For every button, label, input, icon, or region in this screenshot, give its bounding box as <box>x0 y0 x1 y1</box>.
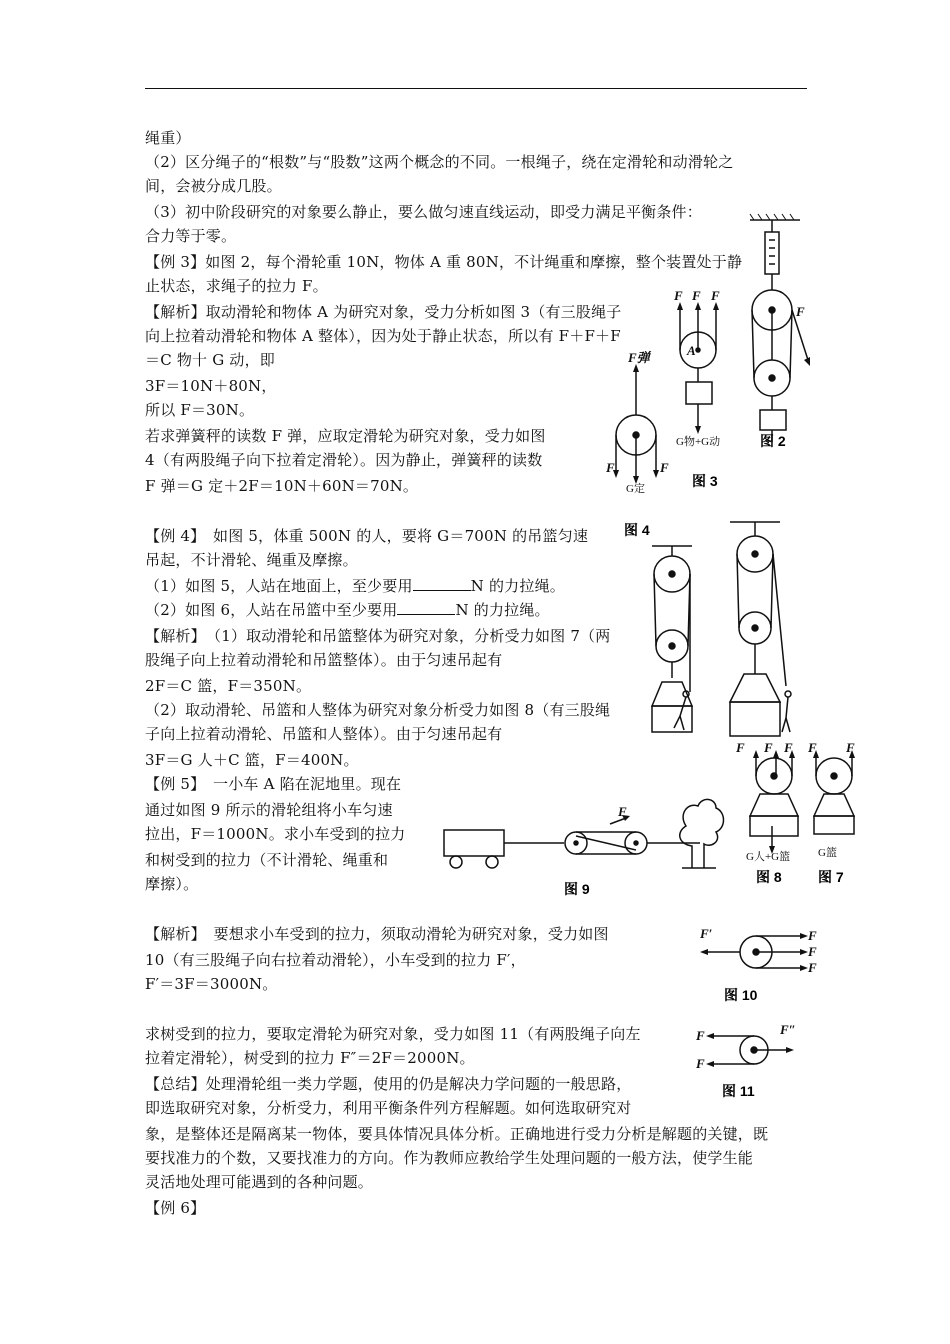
text-line: 所以 F＝30N。 <box>145 401 255 419</box>
text-line: 绳重） <box>145 129 191 147</box>
text-line: 【总结】处理滑轮组一类力学题，使用的仍是解决力学问题的一般思路， <box>145 1075 632 1093</box>
figure-caption: 图 8 <box>756 869 782 885</box>
figure-caption: 图 3 <box>692 473 718 489</box>
answer-blank <box>397 600 455 615</box>
text-line: 4（有两股绳子向下拉着定滑轮）。因为静止，弹簧秤的读数 <box>145 451 543 469</box>
force-label: F <box>796 304 805 319</box>
text-line: 求树受到的拉力，要取定滑轮为研究对象，受力如图 11（有两股绳子向左 <box>145 1025 641 1043</box>
pulley-figure-10 <box>696 922 826 1006</box>
text-line: 和树受到的拉力（不计滑轮、绳重和 <box>145 851 389 869</box>
text-line: 吊起，不计滑轮、绳重及摩擦。 <box>145 551 358 569</box>
force-label: F′ <box>700 926 713 941</box>
text-line: 3F＝G 人＋C 篮，F＝400N。 <box>145 751 359 769</box>
force-label: F <box>808 928 817 943</box>
text-line: 3F＝10N＋80N， <box>145 377 277 395</box>
force-label: F <box>692 288 701 303</box>
figure-caption: 图 2 <box>760 433 786 449</box>
text-line: （3）初中阶段研究的对象要么静止，要么做匀速直线运动，即受力满足平衡条件： <box>145 203 702 221</box>
force-label: F <box>606 460 615 475</box>
figure-caption: 图 10 <box>724 987 758 1003</box>
text-line: 拉着定滑轮），树受到的拉力 F″＝2F＝2000N。 <box>145 1049 475 1067</box>
figure-caption: 图 4 <box>624 522 650 538</box>
force-label: F <box>674 288 683 303</box>
figure-caption: 图 11 <box>722 1083 755 1099</box>
text-line: 10（有三股绳子向右拉着动滑轮），小车受到的拉力 F′， <box>145 951 526 969</box>
text-line: 通过如图 9 所示的滑轮组将小车匀速 <box>145 801 393 819</box>
force-label: F <box>736 740 745 755</box>
figure-caption: 图 9 <box>564 881 590 897</box>
text-line: 子向上拉着动滑轮、吊篮和人整体）。由于匀速吊起有 <box>145 725 503 743</box>
text-line: 向上拉着动滑轮和物体 A 整体），因为处于静止状态，所以有 F＋F＋F <box>145 327 621 345</box>
force-label: F <box>618 804 627 819</box>
text-line: 2F＝C 篮，F＝350N。 <box>145 677 312 695</box>
weight-label: G人+G篮 <box>746 851 791 863</box>
force-label: F <box>808 944 817 959</box>
pulley-figures-2-3-4 <box>600 210 830 540</box>
figure-caption: 图 7 <box>818 869 844 885</box>
weight-label: G定 <box>626 483 645 495</box>
text-line: 【例 6】 <box>145 1199 206 1217</box>
force-label: F <box>764 740 773 755</box>
pulley-figure-9 <box>430 788 730 900</box>
text-line: 【例 5】 一小车 A 陷在泥地里。现在 <box>145 775 402 793</box>
text-line: 象，是整体还是隔离某一物体，要具体情况具体分析。正确地进行受力分析是解题的关键，既 <box>145 1125 769 1143</box>
text-line: 【例 3】如图 2，每个滑轮重 10N，物体 A 重 80N，不计绳重和摩擦，整个装置处于静 <box>145 253 743 271</box>
weight-label: G篮 <box>818 847 837 859</box>
text-line: 股绳子向上拉着动滑轮和吊篮整体）。由于匀速吊起有 <box>145 651 503 669</box>
text-line: F′＝3F＝3000N。 <box>145 975 278 993</box>
text-line: 【例 4】 如图 5，体重 500N 的人，要将 G＝700N 的吊篮匀速 <box>145 527 589 545</box>
object-label: A <box>687 343 696 358</box>
force-label: F <box>808 960 817 975</box>
text-line: 灵活地处理可能遇到的各种问题。 <box>145 1173 374 1191</box>
force-label: F <box>711 288 720 303</box>
text-line: （2）区分绳子的“根数”与“股数”这两个概念的不同。一根绳子，绕在定滑轮和动滑轮之 <box>145 153 734 171</box>
force-label: F <box>696 1056 705 1071</box>
force-label: F <box>846 740 855 755</box>
text-line: 间，会被分成几股。 <box>145 177 282 195</box>
question-line: （2）如图 6，人站在吊篮中至少要用 N 的力拉绳。 <box>145 601 550 619</box>
text-line: 即选取研究对象，分析受力，利用平衡条件列方程解题。如何选取研究对 <box>145 1099 632 1117</box>
force-label: F <box>808 740 817 755</box>
force-label: F″ <box>780 1022 796 1037</box>
weight-label: G物+G动 <box>676 436 721 448</box>
text-line: 合力等于零。 <box>145 227 237 245</box>
force-label: F弹 <box>628 350 650 365</box>
text-line: 【解析】 要想求小车受到的拉力，须取动滑轮为研究对象，受力如图 <box>145 925 609 943</box>
force-label: F <box>784 740 793 755</box>
text-line: 【解析】 （1）取动滑轮和吊篮整体为研究对象，分析受力如图 7（两 <box>145 627 611 645</box>
text-line: 若求弹簧秤的读数 F 弹，应取定滑轮为研究对象，受力如图 <box>145 427 546 445</box>
text-line: F 弹＝G 定＋2F＝10N＋60N＝70N。 <box>145 477 419 495</box>
text-line: （2）取动滑轮、吊篮和人整体为研究对象分析受力如图 8（有三股绳 <box>145 701 611 719</box>
text-line: 摩擦）。 <box>145 875 199 893</box>
text-line: 拉出，F＝1000N。求小车受到的拉力 <box>145 825 406 843</box>
question-line: （1）如图 5，人站在地面上，至少要用 N 的力拉绳。 <box>145 577 565 595</box>
pulley-figure-11 <box>696 1018 826 1102</box>
text-line: 【解析】取动滑轮和物体 A 为研究对象，受力分析如图 3（有三股绳子 <box>145 303 622 321</box>
force-label: F <box>660 460 669 475</box>
text-line: 要找准力的个数，又要找准力的方向。作为教师应教给学生处理问题的一般方法，使学生能 <box>145 1149 754 1167</box>
text-line: ＝C 物十 G 动，即 <box>145 351 275 369</box>
text-line: 止状态，求绳子的拉力 F。 <box>145 277 328 295</box>
force-label: F <box>696 1028 705 1043</box>
answer-blank <box>413 576 471 591</box>
header-rule <box>145 88 807 89</box>
